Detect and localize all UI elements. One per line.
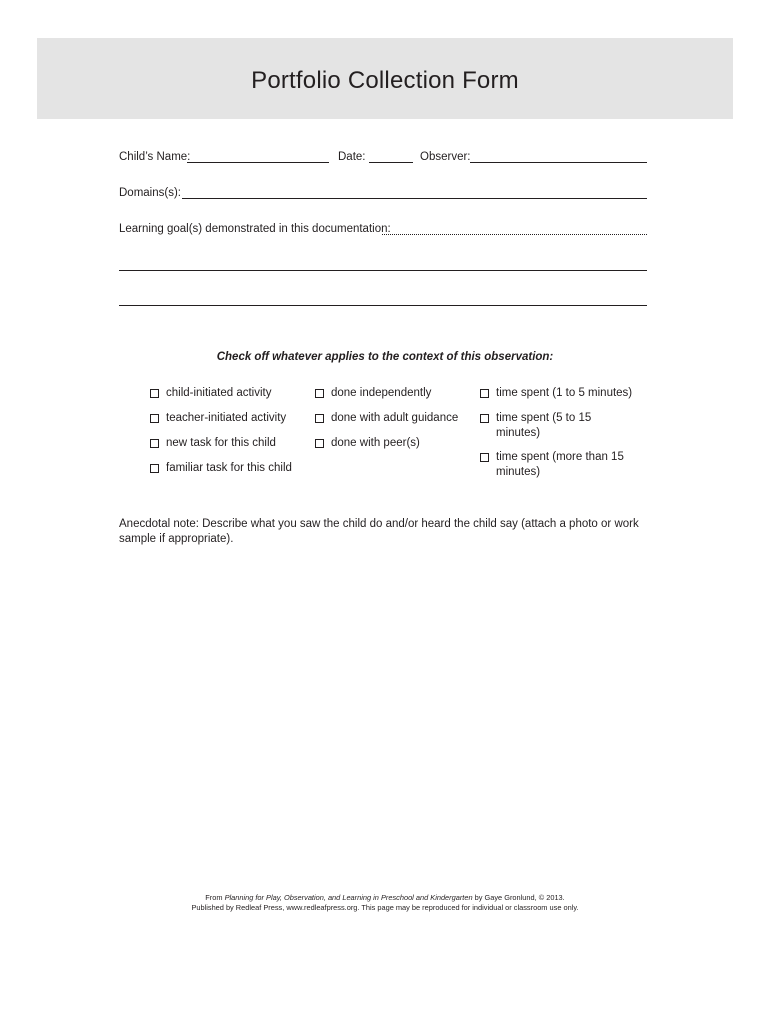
child-name-label: Child’s Name:	[119, 151, 191, 163]
footer-prefix: From	[205, 893, 225, 902]
checkbox[interactable]	[150, 389, 159, 398]
domains-label: Domains(s):	[119, 187, 181, 199]
child-name-field[interactable]	[187, 162, 329, 163]
option-teacher-initiated[interactable]	[150, 411, 286, 426]
form-title: Portfolio Collection Form	[251, 67, 519, 94]
option-new-task[interactable]	[150, 436, 276, 451]
option-time-1-5[interactable]	[480, 386, 632, 401]
checkbox[interactable]	[315, 389, 324, 398]
date-field[interactable]	[369, 162, 413, 163]
option-familiar-task[interactable]	[150, 461, 292, 476]
option-label	[496, 411, 591, 441]
option-label-line2: minutes)	[496, 466, 541, 478]
checkbox[interactable]	[150, 439, 159, 448]
footer-suffix: by Gaye Gronlund, © 2013.	[472, 893, 565, 902]
option-label-line1: time spent (more than 15	[496, 451, 624, 463]
option-label: child-initiated activity	[166, 387, 272, 399]
option-label-line1: time spent (5 to 15	[496, 412, 592, 424]
option-label-line1: time spent (1 to 5 minutes)	[496, 387, 633, 399]
anecdotal-note-area[interactable]	[119, 552, 647, 872]
observer-label: Observer:	[420, 151, 471, 163]
footer-book-title: Planning for Play, Observation, and Learning in Preschool and Kindergarten	[224, 893, 473, 902]
option-label: done independently	[331, 387, 432, 399]
checkbox[interactable]	[315, 439, 324, 448]
date-label: Date:	[338, 151, 366, 163]
observer-field[interactable]	[470, 162, 647, 163]
option-child-initiated[interactable]	[150, 386, 271, 401]
footer-credit	[0, 893, 770, 913]
checkbox[interactable]	[150, 414, 159, 423]
option-label: done with adult guidance	[331, 412, 459, 424]
checkbox[interactable]	[480, 414, 489, 423]
checkbox[interactable]	[315, 414, 324, 423]
option-time-more-15[interactable]	[480, 450, 624, 480]
checkbox[interactable]	[150, 464, 159, 473]
context-instructions: Check off whatever applies to the context of this observation:	[216, 351, 554, 363]
footer-line-2: Published by Redleaf Press, www.redleafpress.org. This page may be reproduced for individual or classroom use only.	[191, 903, 579, 912]
option-with-peers[interactable]	[315, 436, 420, 451]
checkbox[interactable]	[480, 389, 489, 398]
option-label	[496, 450, 624, 480]
option-label	[496, 386, 632, 401]
learning-goal-line-3[interactable]	[119, 305, 647, 306]
learning-goal-field[interactable]	[382, 234, 647, 235]
learning-goal-line-2[interactable]	[119, 270, 647, 271]
option-adult-guidance[interactable]	[315, 411, 458, 426]
option-label: teacher-initiated activity	[166, 412, 287, 424]
domains-field[interactable]	[182, 198, 647, 199]
anecdotal-note-prompt: Anecdotal note: Describe what you saw the child do and/or heard the child say (attach a photo or work sample if appropriate).	[119, 518, 639, 545]
option-done-independently[interactable]	[315, 386, 431, 401]
option-label: familiar task for this child	[166, 462, 292, 474]
checkbox[interactable]	[480, 453, 489, 462]
option-label: new task for this child	[166, 437, 276, 449]
header-band	[37, 38, 733, 119]
option-label-line2: minutes)	[496, 427, 541, 439]
learning-goal-label: Learning goal(s) demonstrated in this documentation:	[119, 223, 391, 235]
footer-line-1	[0, 893, 770, 903]
option-label: done with peer(s)	[331, 437, 420, 449]
option-time-5-15[interactable]	[480, 411, 591, 441]
